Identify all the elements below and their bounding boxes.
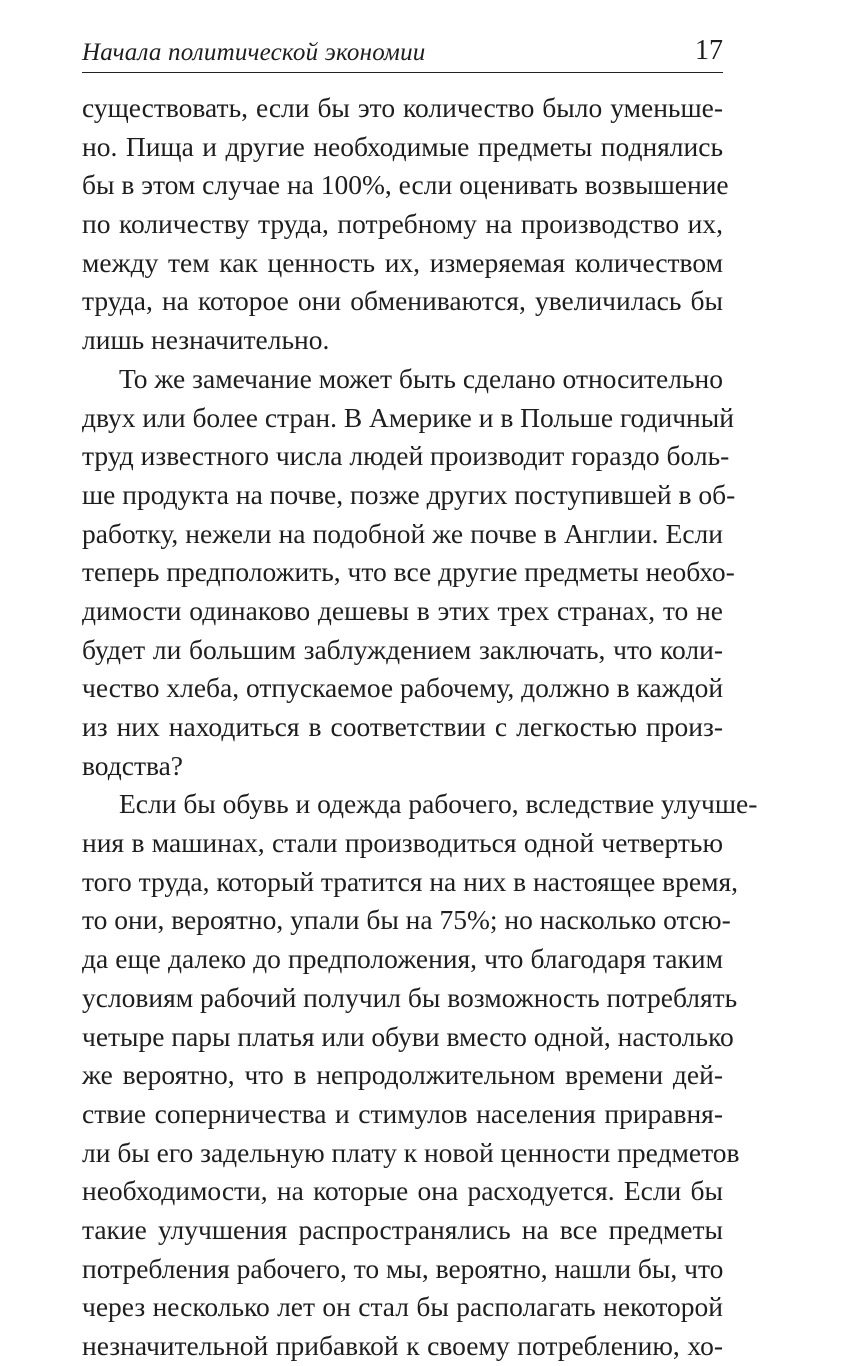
text-line: труда, на которое они обмениваются, увеличилась бы bbox=[82, 285, 723, 317]
text-line: но. Пища и другие необходимые предметы поднялись bbox=[82, 130, 723, 162]
paragraph bbox=[82, 360, 736, 786]
text-line: чество хлеба, отпускаемое рабочему, должно в каждой bbox=[82, 672, 724, 704]
text-line: существовать, если бы это количество было уменьше- bbox=[82, 92, 723, 123]
text-line: водства? bbox=[82, 749, 184, 781]
text-line: двух или более стран. В Америке и в Польше годичный bbox=[82, 401, 734, 433]
text-line: да еще далеко до предположения, что благодаря таким bbox=[82, 943, 723, 975]
text-line: необходимости, на которые она расходуется. Если бы bbox=[82, 1175, 723, 1207]
text-line: ли бы его задельную плату к новой ценности предметов bbox=[82, 1136, 740, 1168]
text-line: условиям рабочий получил бы возможность потреблять bbox=[82, 981, 738, 1013]
paragraph bbox=[82, 89, 729, 360]
text-line: теперь предположить, что все другие предметы необхо- bbox=[82, 556, 735, 588]
text-line: незначительной прибавкой к своему потреблению, хо- bbox=[82, 1330, 723, 1361]
text-line: того труда, который тратится на них в настоящее время, bbox=[82, 865, 739, 897]
text-line: то они, вероятно, упали бы на 75%; но насколько отсю- bbox=[82, 904, 731, 936]
running-header bbox=[82, 30, 723, 73]
text-line: из них находиться в соответствии с легкостью произ- bbox=[82, 711, 723, 742]
text-line: Если бы обувь и одежда рабочего, вследствие улучше- bbox=[119, 788, 758, 820]
text-line: ния в машинах, стали производиться одной четвертью bbox=[82, 827, 723, 859]
text-line: бы в этом случае на 100%, если оценивать возвышение bbox=[82, 169, 729, 201]
text-line: труд известного числа людей производит гораздо боль- bbox=[82, 440, 730, 472]
text-line: через несколько лет он стал бы располагать некоторой bbox=[82, 1291, 723, 1323]
text-line: ствие соперничества и стимулов населения приравня- bbox=[82, 1097, 723, 1129]
text-line: будет ли большим заблуждением заключать, что коли- bbox=[82, 633, 723, 665]
paragraph bbox=[82, 785, 758, 1365]
text-line: по количеству труда, потребному на производство их, bbox=[82, 208, 723, 240]
text-line: То же замечание может быть сделано относительно bbox=[119, 362, 723, 394]
text-line: же вероятно, что в непродолжительном времени дей- bbox=[82, 1059, 723, 1091]
text-line: потребления рабочего, то мы, вероятно, нашли бы, что bbox=[82, 1252, 724, 1284]
text-line: димости одинаково дешевы в этих трех странах, то не bbox=[82, 594, 723, 626]
running-title: Начала политической экономии bbox=[82, 39, 426, 66]
body-text bbox=[82, 89, 758, 1366]
text-line: работку, нежели на подобной же почве в Англии. Если bbox=[82, 517, 723, 549]
text-line: между тем как ценность их, измеряемая количеством bbox=[82, 246, 723, 278]
page-number: 17 bbox=[695, 35, 723, 66]
text-line: такие улучшения распространялись на все предметы bbox=[82, 1213, 723, 1245]
text-line: четыре пары платья или обуви вместо одной, настолько bbox=[82, 1020, 734, 1052]
text-line: лишь незначительно. bbox=[82, 324, 330, 356]
text-line: ше продукта на почве, позже других поступившей в об- bbox=[82, 478, 736, 510]
